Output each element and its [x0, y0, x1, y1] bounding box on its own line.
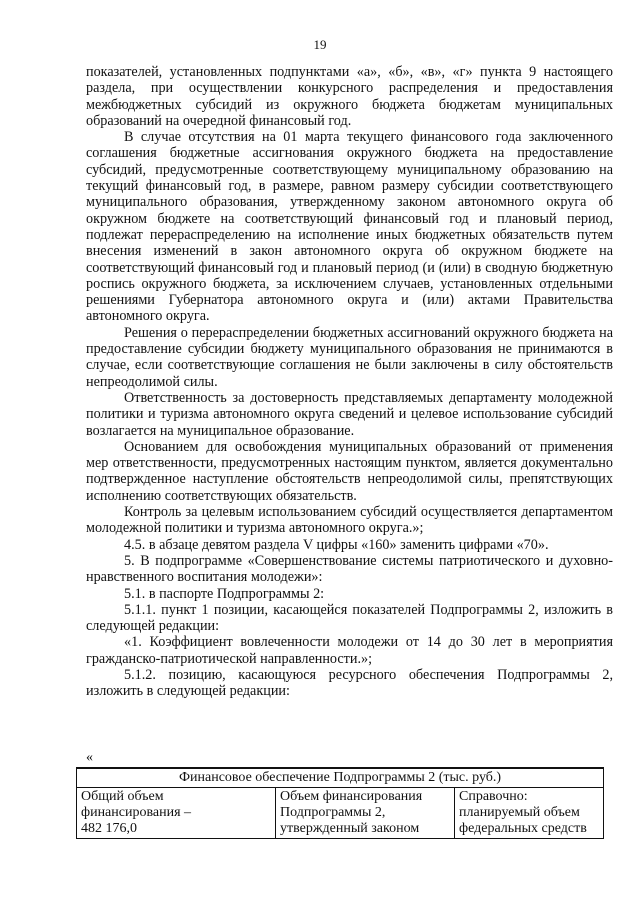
opening-quote: «: [86, 750, 93, 765]
paragraph: Контроль за целевым использованием субсидий осуществляется департаментом молодежной политики и туризма автономного округа.»;: [86, 504, 613, 537]
table-cell-reference: [455, 788, 604, 839]
paragraph: 5. В подпрограмме «Совершенствование системы патриотического и духовно-нравственного воспитания молодежи»:: [86, 552, 613, 586]
table-header-row: [77, 768, 604, 788]
cell-line: Справочно:: [459, 789, 528, 804]
page-number: 19: [313, 37, 327, 52]
cell-line: Общий объем: [81, 789, 164, 804]
cell-line: Подпрограммы 2,: [280, 805, 386, 820]
cell-line: Объем финансирования: [280, 789, 423, 804]
document-body: [86, 64, 613, 700]
table-header: Финансовое обеспечение Подпрограммы 2 (тыс. руб.): [77, 768, 604, 788]
financing-table: [76, 767, 604, 839]
paragraph: 5.1.1. пункт 1 позиции, касающейся показателей Подпрограммы 2, изложить в следующей редакции:: [86, 601, 613, 635]
table-cell-total: [77, 788, 276, 839]
cell-line: 482 176,0: [81, 821, 137, 836]
paragraph: В случае отсутствия на 01 марта текущего финансового года заключенного соглашения бюджетные ассигнования окружного бюджета на предоставление субсидий, предусмотренные соответствующему муниципальному образованию на текущий финансовый год, в размере, равном размеру субсидии соответствующего муниципального образования, утвержденному законом автономного округа об окружном бюджете на соответствующий финансовый год и плановый период, подлежат перераспределению на исполнение иных бюджетных обязательств путем внесения изменений в закон автономного округа об окружном бюджете на соответствующий финансовый год и плановый период (и (или) в сводную бюджетную роспись окружного бюджета, за исключением случаев, установленных отдельными решениями Губернатора автономного округа и (или) актами Правительства автономного округа.: [86, 129, 613, 325]
cell-line: финансирования –: [81, 805, 192, 820]
cell-line: планируемый объем: [459, 805, 580, 820]
table-cell-approved: [276, 788, 455, 839]
paragraph: показателей, установленных подпунктами «а», «б», «в», «г» пункта 9 настоящего раздела, при осуществлении конкурсного распределения и предоставления межбюджетных субсидий из окружного бюджета бюджетам муниципальных образований на очередной финансовый год.: [86, 64, 613, 129]
paragraph: Основанием для освобождения муниципальных образований от применения мер ответственности, предусмотренных настоящим пунктом, является документально подтвержденное наступление обстоятельств непреодолимой силы, препятствующих исполнению соответствующих обязательств.: [86, 438, 613, 504]
paragraph: 5.1.2. позицию, касающуюся ресурсного обеспечения Подпрограммы 2, изложить в следующей редакции:: [86, 666, 613, 700]
table-row: [77, 788, 604, 839]
paragraph: Ответственность за достоверность представляемых департаменту молодежной политики и туризма автономного округа сведений и целевое использование субсидий возлагается на муниципальное образование.: [86, 389, 613, 439]
paragraph: 4.5. в абзаце девятом раздела V цифры «160» заменить цифрами «70».: [124, 536, 549, 553]
cell-line: федеральных средств: [459, 821, 587, 836]
cell-line: утвержденный законом: [280, 821, 420, 836]
paragraph: 5.1. в паспорте Подпрограммы 2:: [124, 585, 325, 602]
paragraph: «1. Коэффициент вовлеченности молодежи от 14 до 30 лет в мероприятия гражданско-патриотической направленности.»;: [86, 634, 613, 667]
paragraph: Решения о перераспределении бюджетных ассигнований окружного бюджета на предоставление субсидии бюджету муниципального образования не принимаются в случае, если соответствующие соглашения не были заключены в силу обстоятельств непреодолимой силы.: [86, 324, 613, 390]
